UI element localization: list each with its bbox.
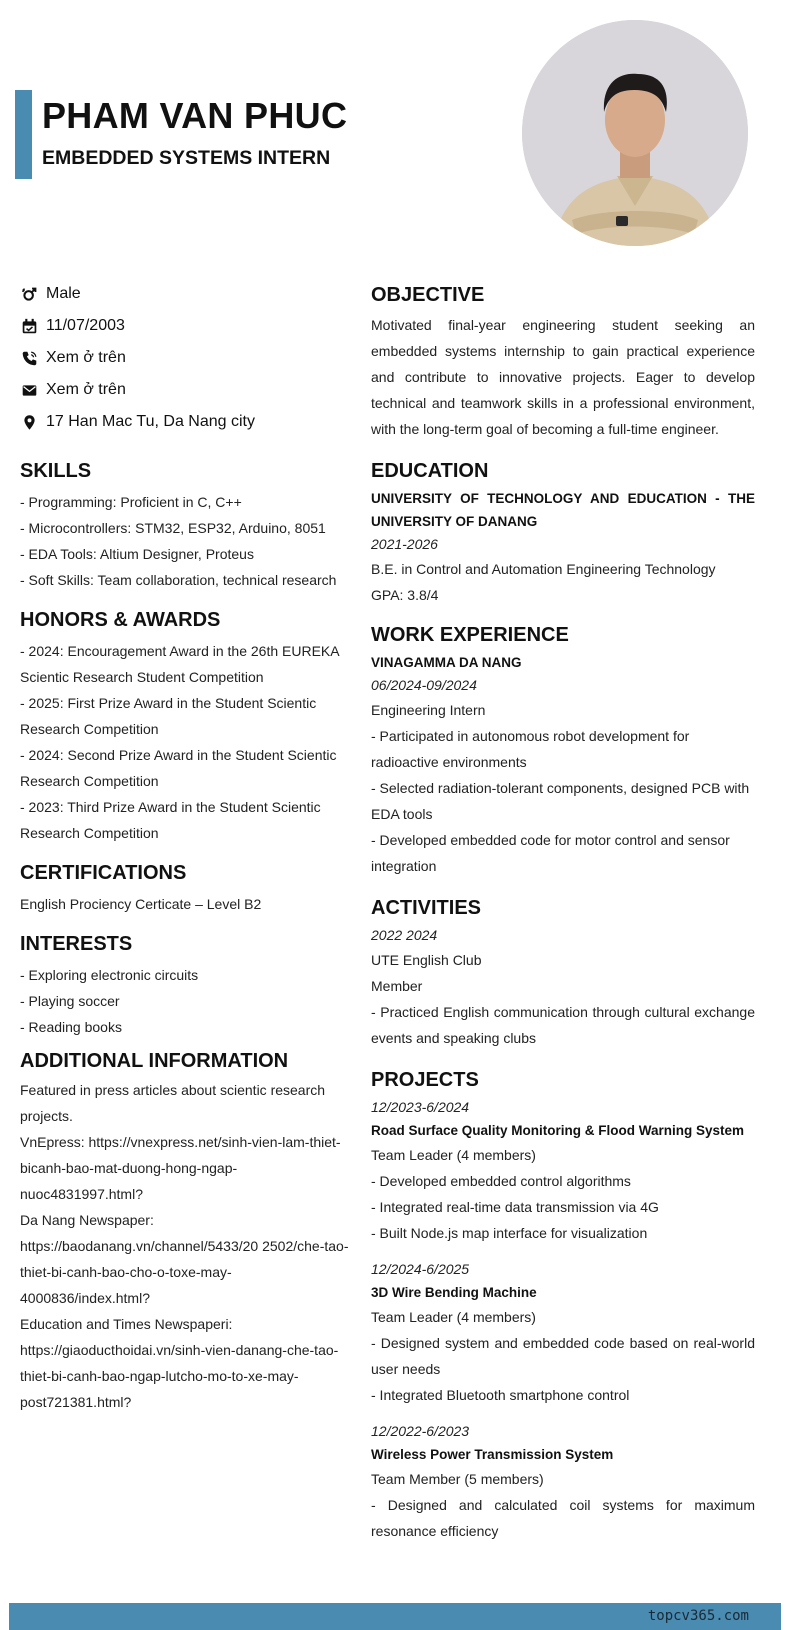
work-item: - Selected radiation-tolerant components, designed PCB with EDA tools (371, 780, 750, 822)
contact-address-text: 17 Han Mac Tu, Da Nang city (46, 413, 255, 430)
skills-section (20, 458, 350, 593)
project-dates: 12/2024-6/2025 (371, 1261, 470, 1277)
projects-heading: PROJECTS (371, 1069, 479, 1091)
contact-email (20, 374, 350, 406)
additional-heading: ADDITIONAL INFORMATION (20, 1050, 289, 1072)
contact-gender-text: Male (46, 285, 81, 302)
work-item: - Developed embedded code for motor control and sensor integration (371, 832, 730, 874)
activities-role: Member (371, 978, 423, 994)
work-role: Engineering Intern (371, 702, 486, 718)
objective-text: Motivated final-year engineering student seeking an embedded systems internship to gain practical experience and contribute to innovative projects. Eager to develop technical and teamwork skills in a professional environment, with the long-term goal of becoming a full-time engineer. (371, 317, 755, 437)
project-entry (371, 1420, 755, 1544)
right-column (371, 282, 755, 1544)
education-section (371, 458, 755, 608)
education-gpa: GPA: 3.8/4 (371, 587, 439, 603)
skills-item: - Soft Skills: Team collaboration, technical research (20, 572, 337, 588)
profile-photo (522, 20, 748, 246)
projects-section (371, 1067, 755, 1544)
honors-item: - 2025: First Prize Award in the Student Scientic Research Competition (20, 695, 317, 737)
contact-gender (20, 278, 350, 310)
left-column (20, 278, 350, 1415)
skills-heading: SKILLS (20, 460, 92, 482)
contact-list (20, 278, 350, 438)
interests-item: - Playing soccer (20, 993, 120, 1009)
header-accent-bar (15, 90, 32, 179)
honors-item: - 2024: Encouragement Award in the 26th EUREKA Scientic Research Student Competition (20, 643, 339, 685)
project-role: Team Member (5 members) (371, 1471, 544, 1487)
project-role: Team Leader (4 members) (371, 1309, 536, 1325)
project-item: - Developed embedded control algorithms (371, 1173, 631, 1189)
project-name: 3D Wire Bending Machine (371, 1285, 537, 1300)
gender-icon (20, 285, 38, 303)
footer-bar (9, 1603, 781, 1630)
phone-icon (20, 349, 38, 367)
calendar-icon (20, 317, 38, 335)
work-dates: 06/2024-09/2024 (371, 677, 477, 693)
education-school: UNIVERSITY OF TECHNOLOGY AND EDUCATION - THE UNIVERSITY OF DANANG (371, 491, 755, 529)
education-degree: B.E. in Control and Automation Engineering Technology (371, 561, 716, 577)
project-dates: 12/2023-6/2024 (371, 1099, 470, 1115)
additional-item: Da Nang Newspaper: https://baodanang.vn/channel/5433/20 2502/che-tao-thiet-bi-canh-bao-cho-o-toxe-may-4000836/index.html? (20, 1212, 349, 1306)
education-heading: EDUCATION (371, 460, 489, 482)
skills-item: - EDA Tools: Altium Designer, Proteus (20, 546, 254, 562)
interests-section (20, 931, 350, 1040)
project-item: - Designed and calculated coil systems for maximum resonance efficiency (371, 1497, 755, 1539)
contact-phone-text: Xem ở trên (46, 349, 126, 366)
project-item: - Built Node.js map interface for visualization (371, 1225, 648, 1241)
skills-item: - Microcontrollers: STM32, ESP32, Arduino, 8051 (20, 520, 326, 536)
honors-section (20, 607, 350, 846)
activities-section (371, 895, 755, 1051)
project-entry (371, 1096, 755, 1246)
project-item: - Integrated Bluetooth smartphone control (371, 1387, 630, 1403)
project-item: - Designed system and embedded code based on real-world user needs (371, 1335, 755, 1377)
work-item: - Participated in autonomous robot development for radioactive environments (371, 728, 690, 770)
certifications-heading: CERTIFICATIONS (20, 862, 187, 884)
certifications-item: English Prociency Certicate – Level B2 (20, 896, 262, 912)
activities-item: - Practiced English communication through cultural exchange events and speaking clubs (371, 1004, 755, 1046)
interests-item: - Reading books (20, 1019, 122, 1035)
activities-heading: ACTIVITIES (371, 897, 482, 919)
honors-heading: HONORS & AWARDS (20, 609, 221, 631)
interests-item: - Exploring electronic circuits (20, 967, 199, 983)
objective-heading: OBJECTIVE (371, 284, 485, 306)
additional-item: VnEpress: https://vnexpress.net/sinh-vien-lam-thiet-bicanh-bao-mat-duong-hong-ngap-nuoc4831997.html? (20, 1134, 341, 1202)
skills-item: - Programming: Proficient in C, C++ (20, 494, 242, 510)
project-role: Team Leader (4 members) (371, 1147, 536, 1163)
project-entry (371, 1258, 755, 1408)
candidate-name: PHAM VAN PHUC (42, 95, 348, 136)
contact-birthdate (20, 310, 350, 342)
honors-item: - 2023: Third Prize Award in the Student Scientic Research Competition (20, 799, 321, 841)
contact-address (20, 406, 350, 438)
work-section (371, 622, 755, 879)
additional-section (20, 1048, 350, 1415)
envelope-icon (20, 381, 38, 399)
additional-item: Education and Times Newspaperi: https://giaoducthoidai.vn/sinh-vien-danang-che-tao-thiet-bi-canh-bao-ngap-lutcho-mo-to-xe-may-post721381.html? (20, 1316, 339, 1410)
interests-heading: INTERESTS (20, 933, 133, 955)
footer-watermark: topcv365.com (647, 1608, 749, 1624)
activities-org: UTE English Club (371, 952, 482, 968)
work-company: VINAGAMMA DA NANG (371, 655, 522, 670)
candidate-title: EMBEDDED SYSTEMS INTERN (42, 147, 331, 169)
project-item: - Integrated real-time data transmission via 4G (371, 1199, 659, 1215)
objective-section (371, 282, 755, 442)
project-name: Wireless Power Transmission System (371, 1447, 614, 1462)
education-dates: 2021-2026 (371, 536, 438, 552)
activities-dates: 2022 2024 (371, 927, 438, 943)
certifications-section (20, 860, 350, 917)
project-name: Road Surface Quality Monitoring & Flood Warning System (371, 1123, 745, 1138)
location-pin-icon (20, 413, 38, 431)
project-dates: 12/2022-6/2023 (371, 1423, 470, 1439)
work-heading: WORK EXPERIENCE (371, 624, 569, 646)
contact-birthdate-text: 11/07/2003 (46, 317, 125, 334)
honors-item: - 2024: Second Prize Award in the Student Scientic Research Competition (20, 747, 337, 789)
contact-email-text: Xem ở trên (46, 381, 126, 398)
contact-phone (20, 342, 350, 374)
additional-item: Featured in press articles about scientic research projects. (20, 1082, 326, 1124)
